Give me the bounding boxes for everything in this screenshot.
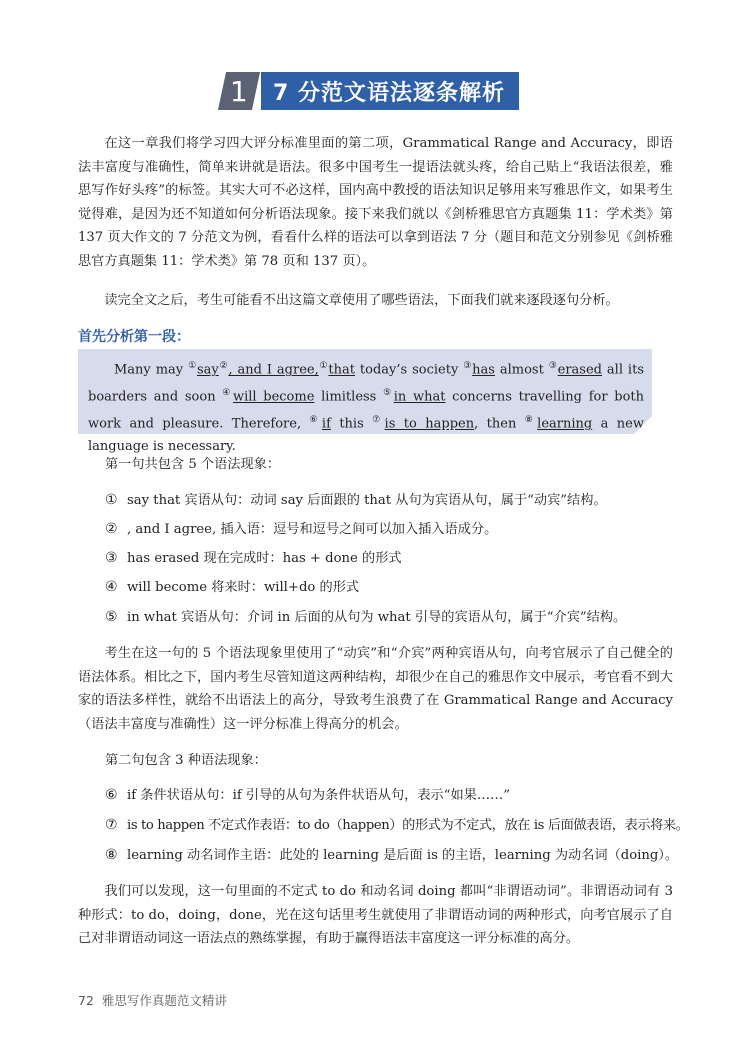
quote-folded-corner <box>634 416 652 434</box>
list-item: ② , and I agree, 插入语：逗号和逗号之间可以加入插入语成分。 <box>105 521 498 537</box>
quote-box <box>78 349 652 455</box>
book-title: 雅思写作真题范文精讲 <box>101 993 227 1008</box>
list-item: ③ has erased 现在完成时：has + done 的形式 <box>105 550 402 566</box>
quote-text: Many may ①say②, and I agree,①that today’s society ③has almost ③erased all its boarders and soon ④will become limitless ⑤in what concerns travelling for both work and pleasure. Therefore, ⑥if this ⑦is to happen, then ⑧learning a new language is necessary. <box>88 361 645 455</box>
read-paragraph: 读完全文之后，考生可能看不出这篇文章使用了哪些语法，下面我们就来逐段逐句分析。 <box>104 293 619 308</box>
intro-paragraph: 在这一章我们将学习四大评分标准里面的第二项，Grammatical Range and Accuracy，即语法丰富度与准确性，简单来讲就是语法。很多中国考生一提语法就头疼，给自己贴上“我语法很差，雅思写作好头疼”的标签。其实大可不必这样，国内高中教授的语法知识足够用来写雅思作文，如果考生觉得难，是因为还不知道如何分析语法现象。接下来我们就以《剑桥雅思官方真题集 11：学术类》第 137 页大作文的 7 分范文为例，看看什么样的语法可以拿到语法 7 分（题目和范文分别参见《剑桥雅思官方真题集 11：学术类》第 78 页和 137 页）。 <box>78 136 673 269</box>
sentence2-intro: 第二句包含 3 种语法现象： <box>105 753 267 768</box>
title-number-badge: 1 <box>218 72 260 110</box>
list-item: ⑧ learning 动名词作主语：此处的 learning 是后面 is 的主语，learning 为动名词（doing）。 <box>105 847 679 863</box>
analysis-paragraph: 考生在这一句的 5 个语法现象里使用了“动宾”和“介宾”两种宾语从句，向考官展示了自己健全的语法体系。相比之下，国内考生尽管知道这两种结构，却很少在自己的雅思作文中展示，考官看不到大家的语法多样性，就给不出语法上的高分，导致考生浪费了在 Grammatical Range and Accuracy（语法丰富度与准确性）这一评分标准上得高分的机会。 <box>78 646 673 732</box>
title-text: 7 分范文语法逐条解析 <box>261 72 519 110</box>
section-heading: 首先分析第一段： <box>78 329 190 345</box>
sentence1-intro: 第一句共包含 5 个语法现象： <box>105 457 281 472</box>
page-footer <box>78 991 227 1009</box>
list-item: ⑦ is to happen 不定式作表语：to do（happen）的形式为不定式，放在 is 后面做表语，表示将来。 <box>105 817 689 833</box>
list-item: ① say that 宾语从句：动词 say 后面跟的 that 从句为宾语从句，属于“动宾”结构。 <box>105 492 607 508</box>
chapter-title <box>222 72 519 110</box>
page-number: 72 <box>78 993 94 1008</box>
list-item: ④ will become 将来时：will+do 的形式 <box>105 579 360 595</box>
list-item: ⑤ in what 宾语从句：介词 in 后面的从句为 what 引导的宾语从句，属于“介宾”结构。 <box>105 609 627 625</box>
list-item: ⑥ if 条件状语从句：if 引导的从句为条件状语从句，表示“如果……” <box>105 787 510 803</box>
final-paragraph: 我们可以发现，这一句里面的不定式 to do 和动名词 doing 都叫“非谓语动词”。非谓语动词有 3 种形式：to do，doing，done，光在这句话里考生就使用了非谓语动词的两种形式，向考官展示了自己对非谓语动词这一语法点的熟练掌握，有助于赢得语法丰富度这一评分标准的高分。 <box>78 884 673 946</box>
